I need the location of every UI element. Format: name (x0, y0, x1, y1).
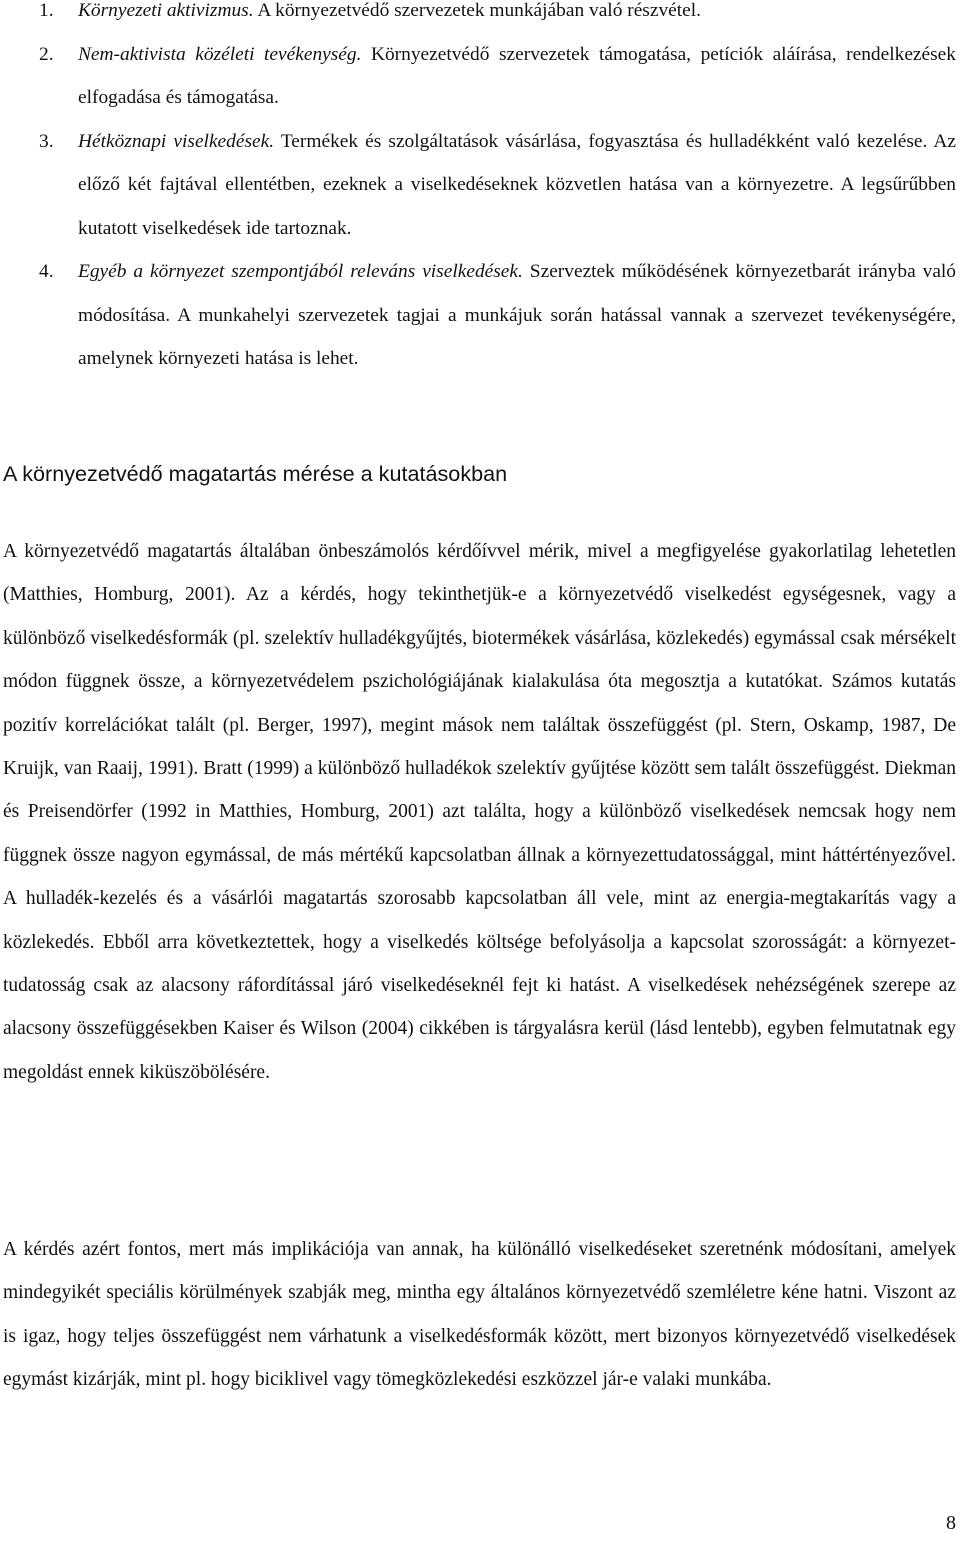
list-item-number: 1. (39, 0, 54, 21)
list-item-text: Szerveztek működésének környezetbarát irányba való módosítása. A munkahelyi szervezetek tagjai a munkájuk során hatással vannak a szervezet tevékenységére, amelynek környezeti hatása is lehet. (78, 261, 957, 369)
body-paragraph: A környezetvédő magatartás általában önbeszámolós kérdőívvel mérik, mivel a megfigyelése gyakorlatilag lehetetlen (Matthies, Homburg, 2001). Az a kérdés, hogy tekinthetjük-e a környezetvédő viselkedést egységesnek, vagy a különböző viselkedésformák (pl. szelektív hulladékgyűjtés, biotermékek vásárlása, közlekedés) egymással csak mérsékelt módon függnek össze, a környezetvédelem pszichológiájának kialakulása óta megosztja a kutatókat. Számos kutatás pozitív korrelációkat talált (pl. Berger, 1997), megint mások nem találtak összefüggést (pl. Stern, Oskamp, 1987, De Kruijk, van Raaij, 1991). Bratt (1999) a különböző hulladékok szelektív gyűjtése között sem talált összefüggést. Diekman és Preisendörfer (1992 in Matthies, Homburg, 2001) azt találta, hogy a különböző viselkedések nemcsak hogy nem függnek össze nagyon egymással, de más mértékű kapcsolatban állnak a környezettudatossággal, mint háttértényezővel. A hulladék-kezelés és a vásárlói magatartás szorosabb kapcsolatban áll vele, mint az energia-megtakarítás vagy a közlekedés. Ebből arra következtettek, hogy a viselkedés költsége befolyásolja a kapcsolat szorosságát: a környezettudatosság csak az alacsony ráfordítással járó viselkedéseknél fejt ki hatást. A viselkedések nehézségének szerepe az alacsony összefüggésekben Kaiser és Wilson (2004) cikkében is tárgyalásra kerül (lásd lentebb), egyben felmutatnak egy megoldást ennek kiküszöbölésére. (3, 541, 956, 1083)
page-number: 8 (946, 1512, 956, 1534)
list-item-title: Környezeti aktivizmus. (78, 0, 254, 21)
list-item-number: 3. (39, 130, 54, 152)
list-item (0, 120, 960, 251)
list-item-title: Nem-aktivista közéleti tevékenység. (78, 43, 362, 65)
list-item-text: Környezetvédő szervezetek támogatása, petíciók aláírása, rendelkezések elfogadása és támogatása. (78, 43, 956, 108)
list-item-title: Egyéb a környezet szempontjából releváns viselkedések. (78, 261, 523, 282)
section-heading: A környezetvédő magatartás mérése a kutatásokban (3, 461, 508, 486)
list-item-number: 2. (39, 43, 54, 65)
list-item (0, 33, 960, 120)
list-item-text: Termékek és szolgáltatások vásárlása, fogyasztása és hulladékként való kezelése. Az előző két fajtával ellentétben, ezeknek a viselkedéseknek közvetlen hatása van a környezetre. A legsűrűbben kutatott viselkedések ide tartoznak. (78, 130, 956, 239)
list-item-text: A környezetvédő szervezetek munkájában való részvétel. (253, 0, 701, 21)
list-item-number: 4. (39, 261, 54, 282)
list-item (0, 0, 960, 33)
body-paragraph: A kérdés azért fontos, mert más implikációja van annak, ha különálló viselkedéseket szeretnénk módosítani, amelyek mindegyikét speciális körülmények szabják meg, mintha egy általános környezetvédő szemléletre kéne hatni. Viszont az is igaz, hogy teljes összefüggést nem várhatunk a viselkedésformák között, mert bizonyos környezetvédő viselkedések egymást kizárják, mint pl. hogy biciklivel vagy tömegközlekedési eszközzel jár-e valaki munkába. (3, 1239, 956, 1391)
behavior-type-list (0, 0, 960, 381)
list-item-title: Hétköznapi viselkedések. (78, 130, 275, 152)
list-item (0, 250, 960, 381)
